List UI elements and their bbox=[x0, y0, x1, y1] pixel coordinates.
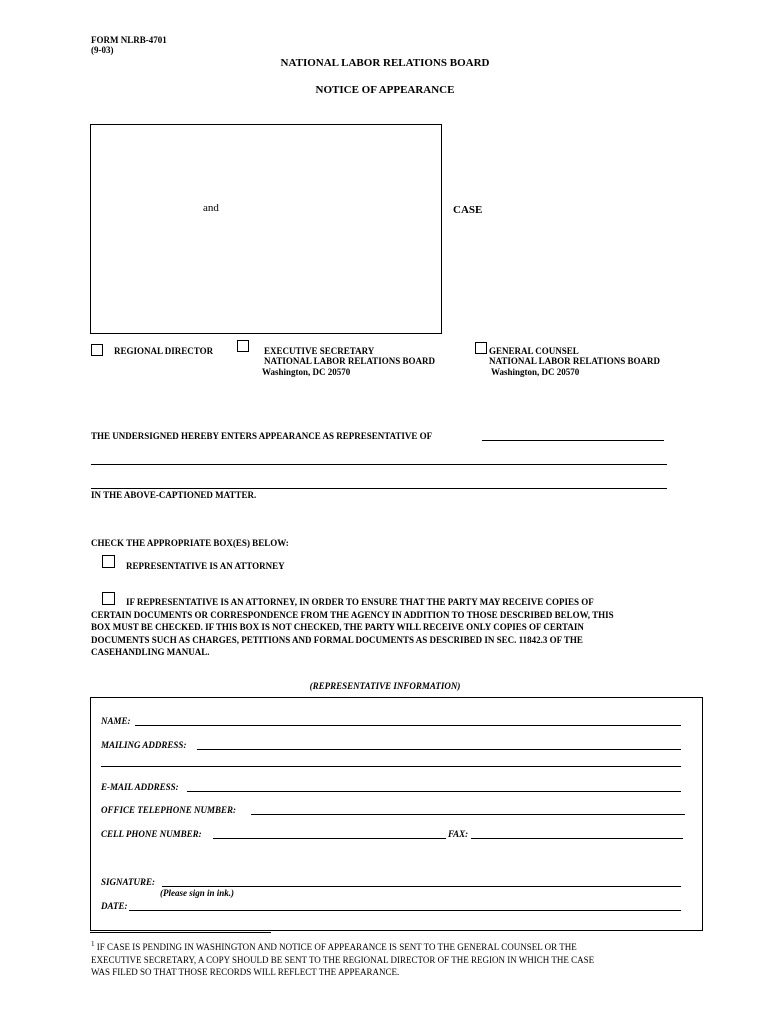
general-counsel-org: NATIONAL LABOR RELATIONS BOARD bbox=[489, 356, 660, 366]
footnote-line: EXECUTIVE SECRETARY, A COPY SHOULD BE SENT TO THE REGIONAL DIRECTOR OF THE REGION IN WHICH THE CASE bbox=[91, 954, 595, 965]
attorney-checkbox[interactable] bbox=[102, 555, 115, 568]
mailing-address-label: MAILING ADDRESS: bbox=[101, 740, 187, 750]
attorney-notice-line: CASEHANDLING MANUAL. bbox=[91, 647, 210, 657]
case-caption-box[interactable] bbox=[90, 124, 442, 334]
date-field[interactable] bbox=[129, 910, 681, 911]
appearance-statement: THE UNDERSIGNED HEREBY ENTERS APPEARANCE AS REPRESENTATIVE OF bbox=[91, 431, 433, 441]
represented-party-field[interactable] bbox=[482, 440, 664, 441]
fax-field[interactable] bbox=[471, 838, 683, 839]
rep-info-box bbox=[90, 697, 703, 931]
regional-director-checkbox[interactable] bbox=[91, 344, 103, 356]
footnote-line-text: IF CASE IS PENDING IN WASHINGTON AND NOTICE OF APPEARANCE IS SENT TO THE GENERAL COUNSEL OR THE bbox=[96, 942, 577, 952]
caption-and: and bbox=[203, 202, 219, 214]
date-label: DATE: bbox=[101, 901, 128, 911]
executive-secretary-label: EXECUTIVE SECRETARY bbox=[264, 346, 375, 356]
case-label: CASE bbox=[453, 204, 483, 216]
name-field[interactable] bbox=[135, 725, 681, 726]
form-number: FORM NLRB-4701 bbox=[91, 35, 167, 45]
attorney-notice-line: DOCUMENTS SUCH AS CHARGES, PETITIONS AND FORMAL DOCUMENTS AS DESCRIBED IN SEC. 11842.3 OF THE bbox=[91, 634, 583, 645]
footnote-separator bbox=[90, 932, 271, 933]
attorney-notice-line: BOX MUST BE CHECKED. IF THIS BOX IS NOT CHECKED, THE PARTY WILL RECEIVE ONLY COPIES OF CERTAIN bbox=[91, 622, 584, 632]
check-instruction: CHECK THE APPROPRIATE BOX(ES) BELOW: bbox=[91, 538, 289, 548]
mailing-address-field[interactable] bbox=[197, 749, 681, 750]
name-label: NAME: bbox=[101, 716, 131, 726]
attorney-notice-line: CERTAIN DOCUMENTS OR CORRESPONDENCE FROM THE AGENCY IN ADDITION TO THOSE DESCRIBED BELOW, THIS bbox=[91, 609, 614, 620]
regional-director-label: REGIONAL DIRECTOR bbox=[114, 346, 214, 356]
signature-label: SIGNATURE: bbox=[101, 877, 156, 887]
represented-party-line-2[interactable] bbox=[91, 464, 667, 465]
footnote-marker: 1 bbox=[91, 940, 95, 948]
mailing-address-field-2[interactable] bbox=[101, 766, 681, 767]
footnote bbox=[91, 938, 711, 979]
email-field[interactable] bbox=[187, 791, 681, 792]
office-phone-field[interactable] bbox=[251, 814, 685, 815]
attorney-notice-line: IF REPRESENTATIVE IS AN ATTORNEY, IN ORDER TO ENSURE THAT THE PARTY MAY RECEIVE COPIES OF bbox=[126, 597, 594, 607]
attorney-label: REPRESENTATIVE IS AN ATTORNEY bbox=[126, 561, 285, 571]
form-date: (9-03) bbox=[91, 45, 114, 55]
executive-secretary-city: Washington, DC 20570 bbox=[262, 367, 351, 377]
footnote-line bbox=[91, 938, 711, 954]
fax-label: FAX: bbox=[448, 829, 469, 839]
general-counsel-city: Washington, DC 20570 bbox=[491, 367, 580, 377]
email-label: E-MAIL ADDRESS: bbox=[101, 782, 179, 792]
executive-secretary-checkbox[interactable] bbox=[237, 340, 249, 352]
executive-secretary-org: NATIONAL LABOR RELATIONS BOARD bbox=[264, 356, 435, 366]
rep-info-heading: (REPRESENTATIVE INFORMATION) bbox=[309, 681, 461, 691]
general-counsel-checkbox[interactable] bbox=[475, 342, 487, 354]
cell-phone-label: CELL PHONE NUMBER: bbox=[101, 829, 202, 839]
office-phone-label: OFFICE TELEPHONE NUMBER: bbox=[101, 805, 237, 815]
general-counsel-label: GENERAL COUNSEL bbox=[489, 346, 579, 356]
attorney-notice bbox=[91, 596, 711, 659]
cell-phone-field[interactable] bbox=[213, 838, 446, 839]
footnote-line: WAS FILED SO THAT THOSE RECORDS WILL REFLECT THE APPEARANCE. bbox=[91, 967, 400, 977]
agency-title: NATIONAL LABOR RELATIONS BOARD bbox=[280, 57, 490, 69]
sign-in-ink-note: (Please sign in ink.) bbox=[160, 888, 235, 898]
represented-party-line-3[interactable] bbox=[91, 488, 667, 489]
matter-statement: IN THE ABOVE-CAPTIONED MATTER. bbox=[91, 490, 257, 500]
signature-field[interactable] bbox=[162, 886, 681, 887]
page-title: NOTICE OF APPEARANCE bbox=[315, 84, 455, 96]
